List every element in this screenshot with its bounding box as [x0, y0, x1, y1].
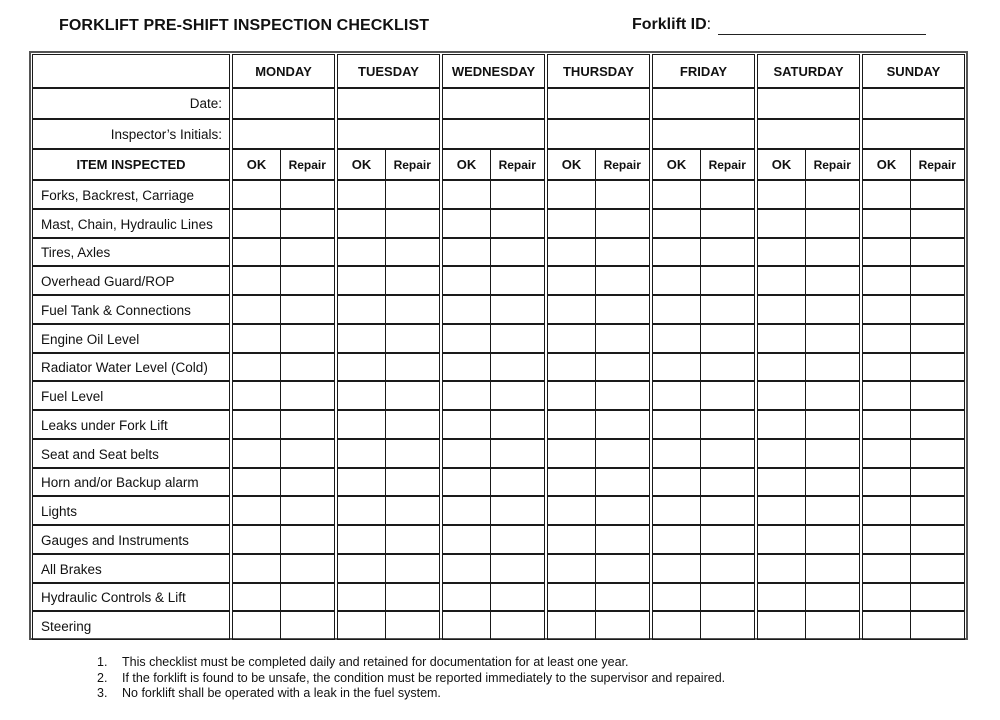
- day-header-wednesday: WEDNESDAY: [442, 54, 545, 88]
- ok-checkbox-friday[interactable]: [652, 611, 701, 640]
- ok-checkbox-wednesday[interactable]: [442, 324, 491, 353]
- ok-header: OK: [232, 149, 281, 180]
- ok-checkbox-sunday[interactable]: [862, 410, 911, 439]
- ok-checkbox-sunday[interactable]: [862, 439, 911, 468]
- repair-checkbox-sunday[interactable]: [910, 583, 966, 612]
- ok-checkbox-tuesday[interactable]: [337, 468, 386, 497]
- ok-checkbox-tuesday[interactable]: [337, 324, 386, 353]
- repair-checkbox-monday[interactable]: [280, 611, 336, 640]
- repair-checkbox-friday[interactable]: [700, 554, 756, 583]
- repair-checkbox-thursday[interactable]: [595, 238, 651, 267]
- ok-checkbox-saturday[interactable]: [757, 410, 806, 439]
- ok-header: OK: [442, 149, 491, 180]
- ok-checkbox-monday[interactable]: [232, 324, 281, 353]
- repair-checkbox-saturday[interactable]: [805, 266, 861, 295]
- ok-checkbox-saturday[interactable]: [757, 468, 806, 497]
- ok-checkbox-saturday[interactable]: [757, 180, 806, 209]
- repair-checkbox-monday[interactable]: [280, 353, 336, 382]
- ok-checkbox-tuesday[interactable]: [337, 554, 386, 583]
- forklift-id-field[interactable]: [718, 34, 926, 35]
- note-item: [97, 655, 725, 671]
- date-field-thursday[interactable]: [547, 88, 650, 119]
- repair-checkbox-friday[interactable]: [700, 583, 756, 612]
- repair-checkbox-friday[interactable]: [700, 468, 756, 497]
- item-label: Hydraulic Controls & Lift: [32, 583, 230, 612]
- ok-checkbox-saturday[interactable]: [757, 381, 806, 410]
- repair-checkbox-tuesday[interactable]: [385, 353, 441, 382]
- ok-checkbox-saturday[interactable]: [757, 238, 806, 267]
- repair-checkbox-thursday[interactable]: [595, 295, 651, 324]
- repair-checkbox-sunday[interactable]: [910, 439, 966, 468]
- repair-checkbox-monday[interactable]: [280, 209, 336, 238]
- ok-checkbox-monday[interactable]: [232, 238, 281, 267]
- repair-checkbox-saturday[interactable]: [805, 324, 861, 353]
- date-field-wednesday[interactable]: [442, 88, 545, 119]
- item-label: All Brakes: [32, 554, 230, 583]
- repair-checkbox-friday[interactable]: [700, 180, 756, 209]
- ok-checkbox-monday[interactable]: [232, 266, 281, 295]
- repair-checkbox-tuesday[interactable]: [385, 410, 441, 439]
- ok-checkbox-saturday[interactable]: [757, 266, 806, 295]
- ok-checkbox-friday[interactable]: [652, 583, 701, 612]
- ok-checkbox-friday[interactable]: [652, 266, 701, 295]
- repair-checkbox-monday[interactable]: [280, 266, 336, 295]
- ok-checkbox-thursday[interactable]: [547, 611, 596, 640]
- ok-checkbox-sunday[interactable]: [862, 324, 911, 353]
- ok-checkbox-monday[interactable]: [232, 353, 281, 382]
- note-text: If the forklift is found to be unsafe, the condition must be reported immediately to the supervisor and repaired.: [122, 670, 726, 685]
- initials-field-friday[interactable]: [652, 119, 755, 149]
- repair-checkbox-wednesday[interactable]: [490, 496, 546, 525]
- ok-checkbox-monday[interactable]: [232, 525, 281, 554]
- initials-field-sunday[interactable]: [862, 119, 965, 149]
- repair-checkbox-saturday[interactable]: [805, 238, 861, 267]
- item-label: Fuel Level: [32, 381, 230, 410]
- date-field-friday[interactable]: [652, 88, 755, 119]
- repair-checkbox-monday[interactable]: [280, 496, 336, 525]
- repair-checkbox-wednesday[interactable]: [490, 468, 546, 497]
- repair-checkbox-wednesday[interactable]: [490, 439, 546, 468]
- repair-checkbox-wednesday[interactable]: [490, 180, 546, 209]
- note-text: No forklift shall be operated with a leak in the fuel system.: [122, 686, 441, 700]
- repair-checkbox-sunday[interactable]: [910, 468, 966, 497]
- repair-checkbox-friday[interactable]: [700, 496, 756, 525]
- ok-checkbox-tuesday[interactable]: [337, 496, 386, 525]
- ok-checkbox-sunday[interactable]: [862, 381, 911, 410]
- item-label: Fuel Tank & Connections: [32, 295, 230, 324]
- repair-checkbox-sunday[interactable]: [910, 295, 966, 324]
- repair-checkbox-friday[interactable]: [700, 238, 756, 267]
- repair-checkbox-wednesday[interactable]: [490, 381, 546, 410]
- day-header-monday: MONDAY: [232, 54, 335, 88]
- date-field-tuesday[interactable]: [337, 88, 440, 119]
- repair-checkbox-saturday[interactable]: [805, 439, 861, 468]
- ok-checkbox-tuesday[interactable]: [337, 381, 386, 410]
- initials-field-thursday[interactable]: [547, 119, 650, 149]
- ok-checkbox-wednesday[interactable]: [442, 295, 491, 324]
- ok-checkbox-thursday[interactable]: [547, 554, 596, 583]
- ok-checkbox-wednesday[interactable]: [442, 238, 491, 267]
- repair-checkbox-monday[interactable]: [280, 381, 336, 410]
- ok-checkbox-sunday[interactable]: [862, 266, 911, 295]
- repair-checkbox-friday[interactable]: [700, 266, 756, 295]
- ok-checkbox-saturday[interactable]: [757, 525, 806, 554]
- ok-checkbox-thursday[interactable]: [547, 496, 596, 525]
- ok-checkbox-saturday[interactable]: [757, 295, 806, 324]
- ok-checkbox-sunday[interactable]: [862, 180, 911, 209]
- ok-checkbox-wednesday[interactable]: [442, 410, 491, 439]
- ok-checkbox-tuesday[interactable]: [337, 353, 386, 382]
- ok-checkbox-wednesday[interactable]: [442, 554, 491, 583]
- repair-checkbox-thursday[interactable]: [595, 439, 651, 468]
- ok-header: OK: [337, 149, 386, 180]
- forklift-id-label: [632, 16, 711, 34]
- ok-checkbox-wednesday[interactable]: [442, 468, 491, 497]
- repair-checkbox-monday[interactable]: [280, 554, 336, 583]
- repair-checkbox-saturday[interactable]: [805, 209, 861, 238]
- repair-checkbox-thursday[interactable]: [595, 324, 651, 353]
- ok-checkbox-sunday[interactable]: [862, 238, 911, 267]
- repair-checkbox-saturday[interactable]: [805, 525, 861, 554]
- repair-checkbox-saturday[interactable]: [805, 611, 861, 640]
- repair-header: Repair: [385, 149, 441, 180]
- ok-checkbox-friday[interactable]: [652, 381, 701, 410]
- item-label: Engine Oil Level: [32, 324, 230, 353]
- repair-checkbox-thursday[interactable]: [595, 583, 651, 612]
- ok-checkbox-thursday[interactable]: [547, 583, 596, 612]
- ok-checkbox-wednesday[interactable]: [442, 209, 491, 238]
- initials-label: Inspector’s Initials:: [32, 119, 230, 149]
- repair-checkbox-saturday[interactable]: [805, 180, 861, 209]
- repair-checkbox-tuesday[interactable]: [385, 525, 441, 554]
- ok-checkbox-saturday[interactable]: [757, 324, 806, 353]
- date-label: Date:: [32, 88, 230, 119]
- repair-checkbox-sunday[interactable]: [910, 324, 966, 353]
- item-label: Overhead Guard/ROP: [32, 266, 230, 295]
- repair-checkbox-wednesday[interactable]: [490, 353, 546, 382]
- ok-checkbox-tuesday[interactable]: [337, 238, 386, 267]
- ok-header: OK: [547, 149, 596, 180]
- repair-checkbox-wednesday[interactable]: [490, 525, 546, 554]
- repair-checkbox-monday[interactable]: [280, 180, 336, 209]
- repair-checkbox-sunday[interactable]: [910, 209, 966, 238]
- ok-checkbox-friday[interactable]: [652, 496, 701, 525]
- repair-checkbox-tuesday[interactable]: [385, 554, 441, 583]
- ok-checkbox-sunday[interactable]: [862, 583, 911, 612]
- note-number: 2.: [97, 670, 108, 685]
- repair-checkbox-saturday[interactable]: [805, 381, 861, 410]
- repair-checkbox-sunday[interactable]: [910, 525, 966, 554]
- forklift-id-label-text: Forklift ID: [632, 16, 707, 33]
- ok-checkbox-monday[interactable]: [232, 410, 281, 439]
- repair-checkbox-tuesday[interactable]: [385, 266, 441, 295]
- ok-checkbox-saturday[interactable]: [757, 209, 806, 238]
- ok-checkbox-friday[interactable]: [652, 439, 701, 468]
- date-field-monday[interactable]: [232, 88, 335, 119]
- note-item: [97, 686, 725, 702]
- ok-checkbox-tuesday[interactable]: [337, 611, 386, 640]
- ok-checkbox-monday[interactable]: [232, 180, 281, 209]
- repair-checkbox-friday[interactable]: [700, 209, 756, 238]
- repair-checkbox-saturday[interactable]: [805, 295, 861, 324]
- item-label: Mast, Chain, Hydraulic Lines: [32, 209, 230, 238]
- date-field-saturday[interactable]: [757, 88, 860, 119]
- repair-checkbox-sunday[interactable]: [910, 238, 966, 267]
- repair-checkbox-monday[interactable]: [280, 238, 336, 267]
- ok-checkbox-wednesday[interactable]: [442, 583, 491, 612]
- initials-field-wednesday[interactable]: [442, 119, 545, 149]
- repair-checkbox-tuesday[interactable]: [385, 583, 441, 612]
- repair-checkbox-saturday[interactable]: [805, 468, 861, 497]
- ok-checkbox-saturday[interactable]: [757, 496, 806, 525]
- ok-checkbox-tuesday[interactable]: [337, 209, 386, 238]
- repair-header: Repair: [700, 149, 756, 180]
- initials-field-monday[interactable]: [232, 119, 335, 149]
- ok-checkbox-friday[interactable]: [652, 209, 701, 238]
- repair-checkbox-friday[interactable]: [700, 324, 756, 353]
- ok-checkbox-sunday[interactable]: [862, 496, 911, 525]
- repair-checkbox-tuesday[interactable]: [385, 238, 441, 267]
- repair-checkbox-sunday[interactable]: [910, 266, 966, 295]
- repair-checkbox-thursday[interactable]: [595, 468, 651, 497]
- ok-checkbox-sunday[interactable]: [862, 468, 911, 497]
- ok-checkbox-thursday[interactable]: [547, 525, 596, 554]
- item-label: Horn and/or Backup alarm: [32, 468, 230, 497]
- ok-checkbox-monday[interactable]: [232, 295, 281, 324]
- ok-checkbox-thursday[interactable]: [547, 410, 596, 439]
- repair-checkbox-thursday[interactable]: [595, 525, 651, 554]
- initials-field-saturday[interactable]: [757, 119, 860, 149]
- ok-header: OK: [757, 149, 806, 180]
- ok-checkbox-saturday[interactable]: [757, 439, 806, 468]
- repair-checkbox-wednesday[interactable]: [490, 611, 546, 640]
- ok-checkbox-saturday[interactable]: [757, 554, 806, 583]
- ok-checkbox-tuesday[interactable]: [337, 439, 386, 468]
- repair-checkbox-sunday[interactable]: [910, 554, 966, 583]
- forklift-id-colon: :: [706, 16, 712, 33]
- repair-checkbox-thursday[interactable]: [595, 496, 651, 525]
- repair-checkbox-thursday[interactable]: [595, 353, 651, 382]
- ok-checkbox-wednesday[interactable]: [442, 611, 491, 640]
- ok-checkbox-monday[interactable]: [232, 209, 281, 238]
- repair-checkbox-saturday[interactable]: [805, 496, 861, 525]
- ok-checkbox-thursday[interactable]: [547, 209, 596, 238]
- repair-header: Repair: [595, 149, 651, 180]
- ok-checkbox-friday[interactable]: [652, 353, 701, 382]
- repair-checkbox-wednesday[interactable]: [490, 583, 546, 612]
- repair-header: Repair: [805, 149, 861, 180]
- day-header-thursday: THURSDAY: [547, 54, 650, 88]
- ok-checkbox-tuesday[interactable]: [337, 266, 386, 295]
- ok-checkbox-friday[interactable]: [652, 238, 701, 267]
- repair-checkbox-tuesday[interactable]: [385, 381, 441, 410]
- ok-checkbox-friday[interactable]: [652, 525, 701, 554]
- inspection-table: [29, 51, 968, 640]
- repair-header: Repair: [490, 149, 546, 180]
- repair-checkbox-monday[interactable]: [280, 525, 336, 554]
- repair-checkbox-wednesday[interactable]: [490, 209, 546, 238]
- repair-checkbox-thursday[interactable]: [595, 209, 651, 238]
- repair-checkbox-wednesday[interactable]: [490, 410, 546, 439]
- repair-checkbox-thursday[interactable]: [595, 266, 651, 295]
- repair-checkbox-monday[interactable]: [280, 410, 336, 439]
- ok-checkbox-thursday[interactable]: [547, 353, 596, 382]
- repair-header: Repair: [280, 149, 336, 180]
- repair-checkbox-tuesday[interactable]: [385, 295, 441, 324]
- repair-checkbox-sunday[interactable]: [910, 381, 966, 410]
- ok-checkbox-tuesday[interactable]: [337, 410, 386, 439]
- ok-checkbox-thursday[interactable]: [547, 295, 596, 324]
- ok-checkbox-wednesday[interactable]: [442, 525, 491, 554]
- item-inspected-header: ITEM INSPECTED: [32, 149, 230, 180]
- repair-checkbox-tuesday[interactable]: [385, 611, 441, 640]
- day-header-saturday: SATURDAY: [757, 54, 860, 88]
- initials-field-tuesday[interactable]: [337, 119, 440, 149]
- ok-checkbox-tuesday[interactable]: [337, 525, 386, 554]
- ok-checkbox-wednesday[interactable]: [442, 496, 491, 525]
- repair-checkbox-wednesday[interactable]: [490, 554, 546, 583]
- note-text: This checklist must be completed daily and retained for documentation for at least one year.: [122, 655, 629, 669]
- item-label: Radiator Water Level (Cold): [32, 353, 230, 382]
- ok-checkbox-monday[interactable]: [232, 468, 281, 497]
- repair-checkbox-tuesday[interactable]: [385, 209, 441, 238]
- ok-checkbox-thursday[interactable]: [547, 439, 596, 468]
- repair-checkbox-tuesday[interactable]: [385, 180, 441, 209]
- ok-checkbox-sunday[interactable]: [862, 209, 911, 238]
- ok-checkbox-monday[interactable]: [232, 496, 281, 525]
- repair-checkbox-friday[interactable]: [700, 525, 756, 554]
- repair-checkbox-thursday[interactable]: [595, 381, 651, 410]
- date-field-sunday[interactable]: [862, 88, 965, 119]
- repair-checkbox-friday[interactable]: [700, 410, 756, 439]
- repair-checkbox-wednesday[interactable]: [490, 324, 546, 353]
- repair-checkbox-sunday[interactable]: [910, 180, 966, 209]
- item-label: Leaks under Fork Lift: [32, 410, 230, 439]
- ok-checkbox-friday[interactable]: [652, 468, 701, 497]
- ok-checkbox-tuesday[interactable]: [337, 295, 386, 324]
- repair-checkbox-friday[interactable]: [700, 439, 756, 468]
- ok-checkbox-thursday[interactable]: [547, 266, 596, 295]
- repair-checkbox-saturday[interactable]: [805, 583, 861, 612]
- item-label: Steering: [32, 611, 230, 640]
- ok-checkbox-friday[interactable]: [652, 410, 701, 439]
- repair-checkbox-monday[interactable]: [280, 295, 336, 324]
- ok-checkbox-saturday[interactable]: [757, 611, 806, 640]
- ok-checkbox-wednesday[interactable]: [442, 439, 491, 468]
- ok-checkbox-thursday[interactable]: [547, 324, 596, 353]
- item-label: Seat and Seat belts: [32, 439, 230, 468]
- repair-checkbox-thursday[interactable]: [595, 554, 651, 583]
- ok-checkbox-friday[interactable]: [652, 295, 701, 324]
- day-header-tuesday: TUESDAY: [337, 54, 440, 88]
- repair-checkbox-thursday[interactable]: [595, 611, 651, 640]
- item-label: Forks, Backrest, Carriage: [32, 180, 230, 209]
- ok-checkbox-sunday[interactable]: [862, 611, 911, 640]
- item-label: Gauges and Instruments: [32, 525, 230, 554]
- repair-checkbox-saturday[interactable]: [805, 353, 861, 382]
- repair-checkbox-friday[interactable]: [700, 353, 756, 382]
- repair-checkbox-wednesday[interactable]: [490, 295, 546, 324]
- repair-header: Repair: [910, 149, 966, 180]
- ok-checkbox-friday[interactable]: [652, 554, 701, 583]
- ok-checkbox-sunday[interactable]: [862, 353, 911, 382]
- day-header-sunday: SUNDAY: [862, 54, 965, 88]
- note-item: [97, 671, 725, 687]
- repair-checkbox-monday[interactable]: [280, 468, 336, 497]
- repair-checkbox-sunday[interactable]: [910, 353, 966, 382]
- ok-checkbox-thursday[interactable]: [547, 381, 596, 410]
- ok-checkbox-monday[interactable]: [232, 439, 281, 468]
- ok-checkbox-monday[interactable]: [232, 611, 281, 640]
- ok-checkbox-sunday[interactable]: [862, 525, 911, 554]
- repair-checkbox-thursday[interactable]: [595, 410, 651, 439]
- ok-checkbox-sunday[interactable]: [862, 295, 911, 324]
- ok-checkbox-thursday[interactable]: [547, 180, 596, 209]
- ok-header: OK: [652, 149, 701, 180]
- repair-checkbox-friday[interactable]: [700, 381, 756, 410]
- repair-checkbox-thursday[interactable]: [595, 180, 651, 209]
- ok-checkbox-friday[interactable]: [652, 180, 701, 209]
- ok-checkbox-wednesday[interactable]: [442, 353, 491, 382]
- repair-checkbox-wednesday[interactable]: [490, 266, 546, 295]
- note-number: 3.: [97, 686, 108, 700]
- ok-checkbox-wednesday[interactable]: [442, 180, 491, 209]
- ok-checkbox-monday[interactable]: [232, 583, 281, 612]
- ok-checkbox-thursday[interactable]: [547, 238, 596, 267]
- notes-list: [97, 655, 725, 702]
- repair-checkbox-friday[interactable]: [700, 295, 756, 324]
- ok-checkbox-saturday[interactable]: [757, 353, 806, 382]
- ok-checkbox-saturday[interactable]: [757, 583, 806, 612]
- item-label: Lights: [32, 496, 230, 525]
- repair-checkbox-wednesday[interactable]: [490, 238, 546, 267]
- ok-checkbox-friday[interactable]: [652, 324, 701, 353]
- corner-cell: [32, 54, 230, 88]
- repair-checkbox-tuesday[interactable]: [385, 496, 441, 525]
- day-header-friday: FRIDAY: [652, 54, 755, 88]
- repair-checkbox-saturday[interactable]: [805, 410, 861, 439]
- ok-checkbox-tuesday[interactable]: [337, 583, 386, 612]
- ok-checkbox-thursday[interactable]: [547, 468, 596, 497]
- repair-checkbox-sunday[interactable]: [910, 496, 966, 525]
- repair-checkbox-tuesday[interactable]: [385, 439, 441, 468]
- repair-checkbox-sunday[interactable]: [910, 611, 966, 640]
- ok-checkbox-tuesday[interactable]: [337, 180, 386, 209]
- ok-checkbox-monday[interactable]: [232, 381, 281, 410]
- repair-checkbox-saturday[interactable]: [805, 554, 861, 583]
- ok-header: OK: [862, 149, 911, 180]
- repair-checkbox-tuesday[interactable]: [385, 324, 441, 353]
- ok-checkbox-wednesday[interactable]: [442, 266, 491, 295]
- repair-checkbox-monday[interactable]: [280, 583, 336, 612]
- repair-checkbox-friday[interactable]: [700, 611, 756, 640]
- page-title: FORKLIFT PRE-SHIFT INSPECTION CHECKLIST: [59, 17, 430, 34]
- repair-checkbox-sunday[interactable]: [910, 410, 966, 439]
- ok-checkbox-wednesday[interactable]: [442, 381, 491, 410]
- item-label: Tires, Axles: [32, 238, 230, 267]
- repair-checkbox-monday[interactable]: [280, 324, 336, 353]
- ok-checkbox-monday[interactable]: [232, 554, 281, 583]
- repair-checkbox-monday[interactable]: [280, 439, 336, 468]
- repair-checkbox-tuesday[interactable]: [385, 468, 441, 497]
- ok-checkbox-sunday[interactable]: [862, 554, 911, 583]
- note-number: 1.: [97, 655, 108, 669]
